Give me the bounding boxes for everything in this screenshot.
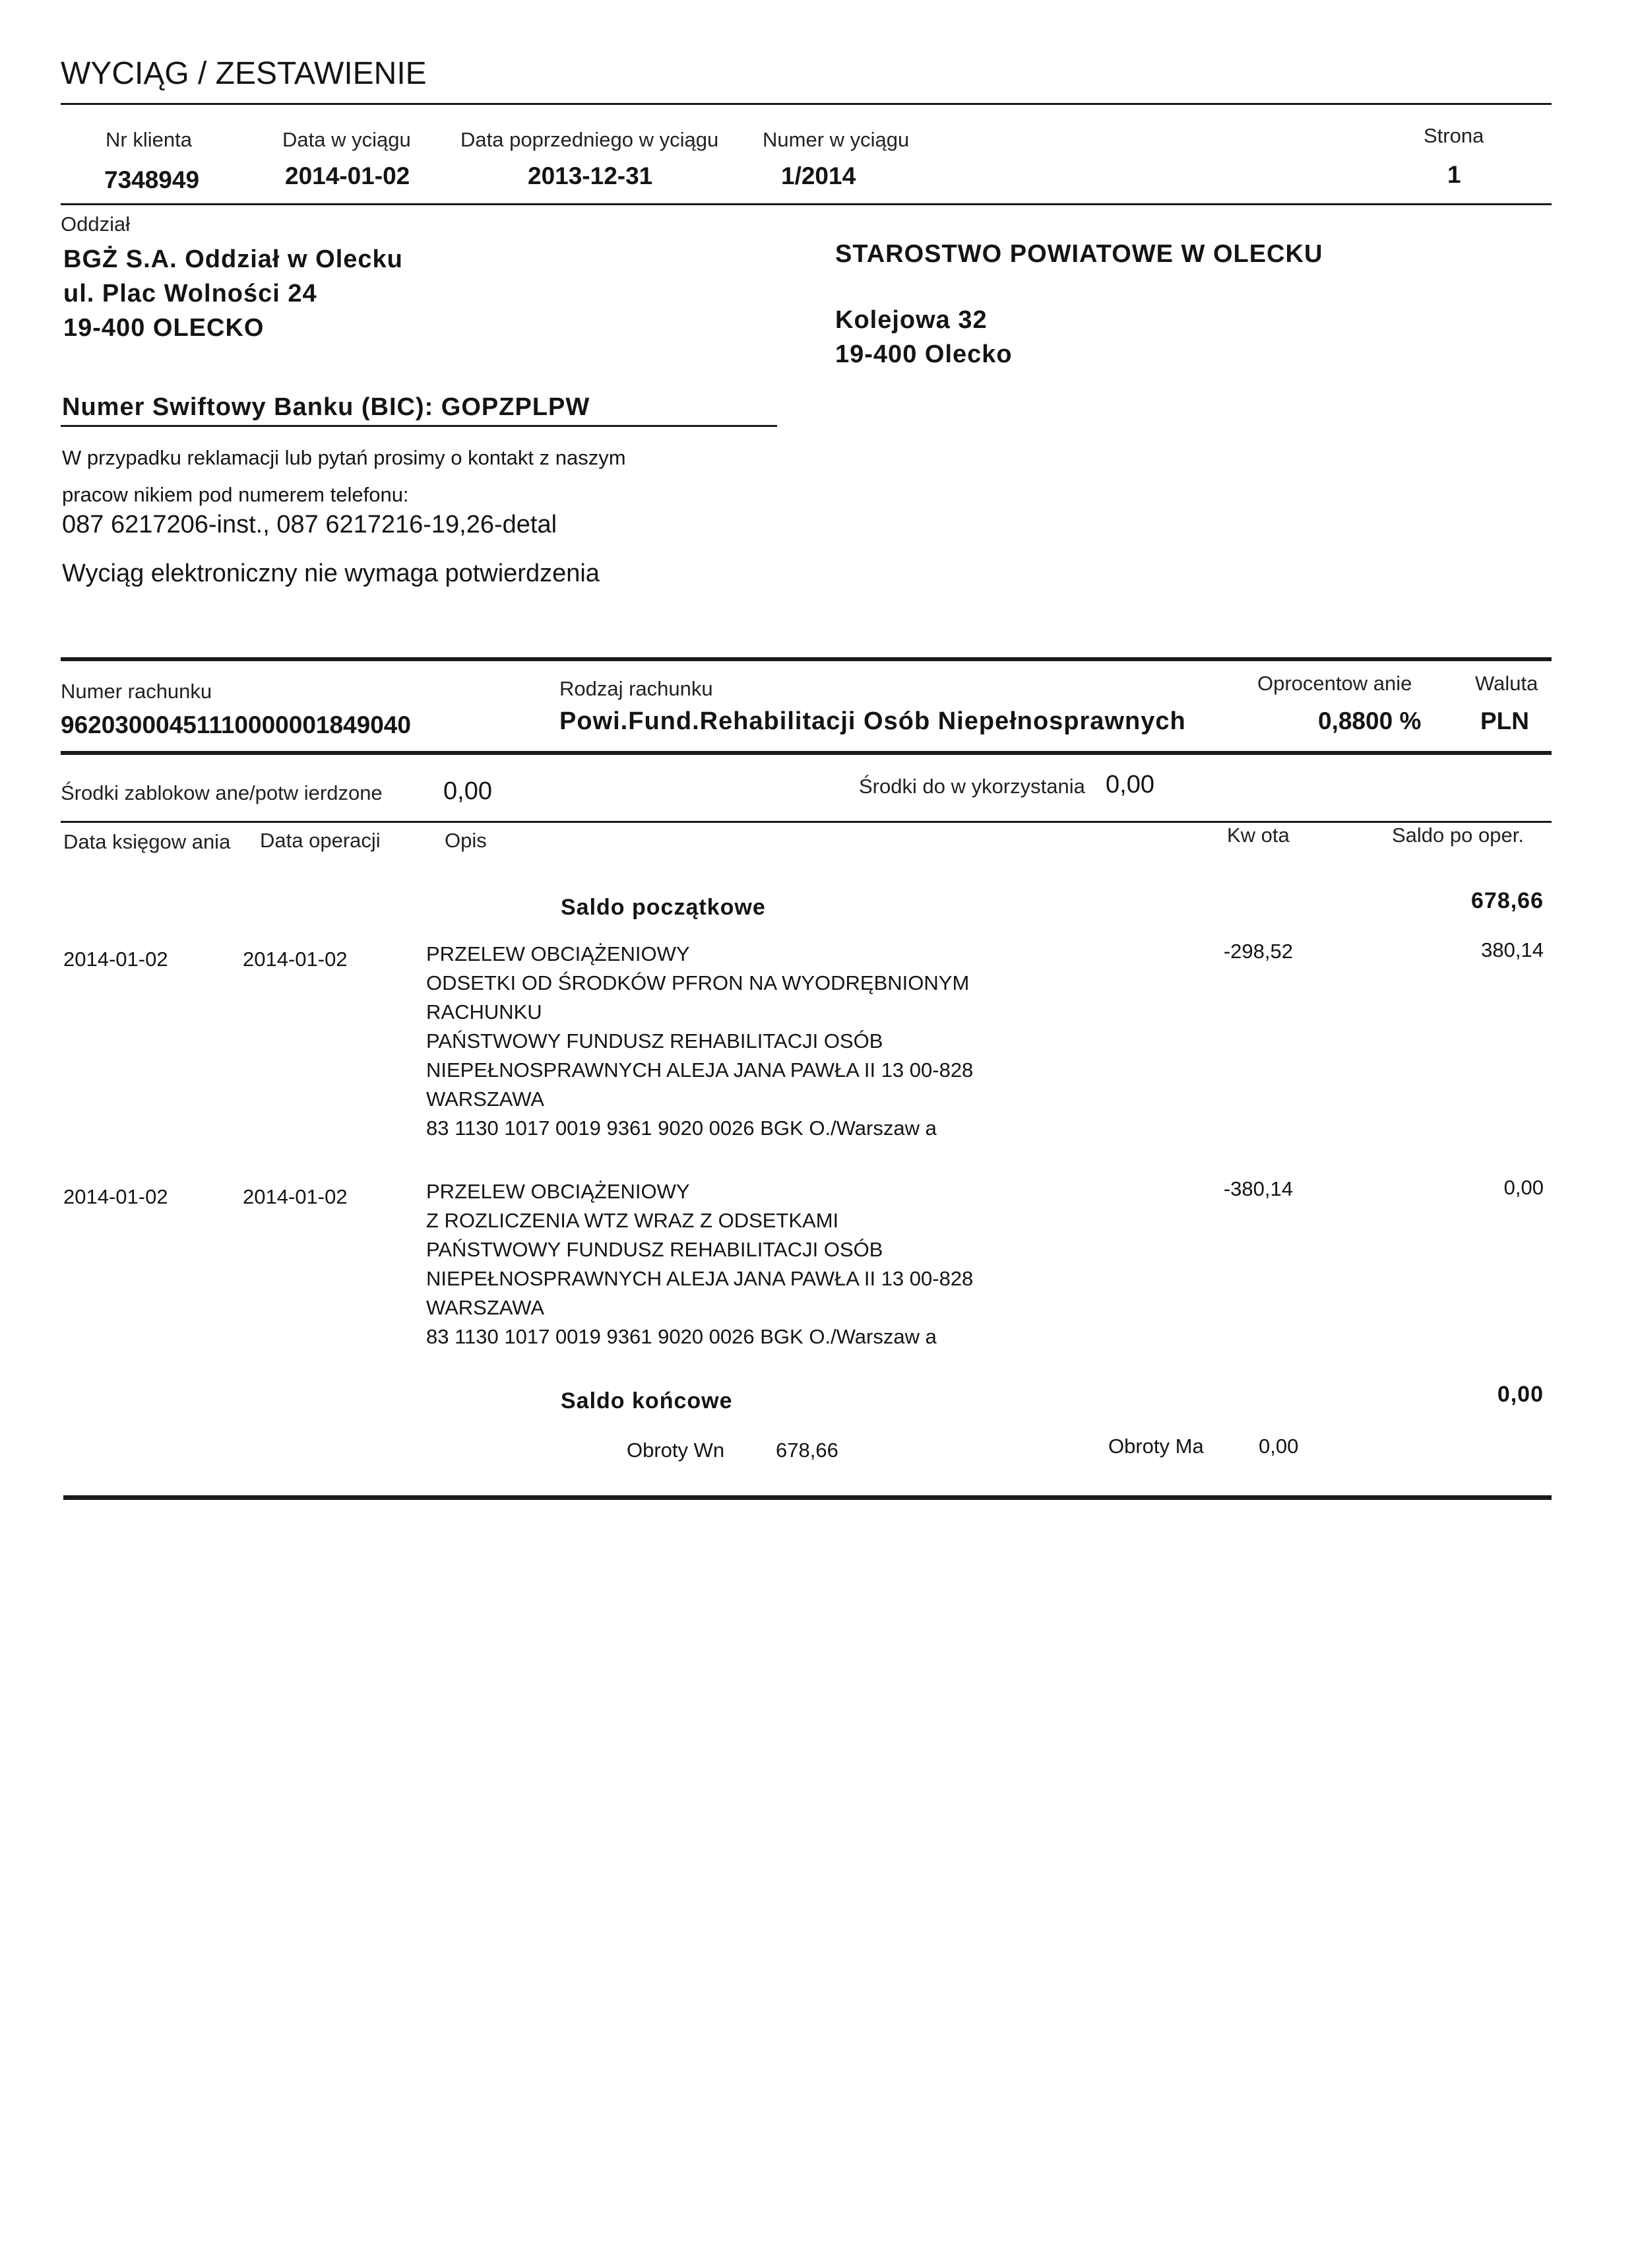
opis-line: PAŃSTWOWY FUNDUSZ REHABILITACJI OSÓB [426, 1029, 883, 1053]
numer-rachunku-label: Numer rachunku [61, 680, 212, 703]
zablokowane-value: 0,00 [443, 777, 492, 805]
obroty-wn-label: Obroty Wn [627, 1439, 725, 1462]
rodzaj-rachunku-value: Powi.Fund.Rehabilitacji Osób Niepełnosprawnych [559, 707, 1186, 735]
numer-wyciagu-value: 1/2014 [781, 162, 856, 189]
opis-line: RACHUNKU [426, 1000, 542, 1023]
opis-line: PRZELEW OBCIĄŻENIOWY [426, 1180, 690, 1203]
col-header-data-operacji: Data operacji [260, 829, 381, 852]
numer-rachunku-value: 96203000451110000001849040 [61, 711, 411, 738]
strona-value: 1 [1447, 161, 1461, 188]
opis-line: NIEPEŁNOSPRAWNYCH ALEJA JANA PAWŁA II 13 00-828 [426, 1267, 974, 1290]
customer-city: 19-400 Olecko [835, 340, 1013, 368]
opis-line: ODSETKI OD ŚRODKÓW PFRON NA WYODRĘBNIONYM [426, 971, 970, 994]
document-title: WYCIĄG / ZESTAWIENIE [61, 56, 427, 91]
col-header-kwota: Kw ota [1227, 824, 1290, 847]
data-poprzedniego-value: 2013-12-31 [528, 162, 653, 189]
contact-phones: 087 6217206-inst., 087 6217216-19,26-detal [62, 511, 557, 538]
contact-text-line1: W przypadku reklamacji lub pytań prosimy o kontakt z naszym [62, 446, 626, 469]
col-header-data-ksiegowania: Data księgow ania [63, 830, 231, 853]
row-opis [426, 940, 973, 1143]
row-data-ksiegowania: 2014-01-02 [63, 1185, 168, 1208]
oprocentowanie-label: Oprocentow anie [1257, 672, 1412, 695]
zablokowane-label: Środki zablokow ane/potw ierdzone [61, 781, 383, 804]
do-wykorzystania-value: 0,00 [1106, 771, 1154, 798]
data-wyciagu-label: Data w yciągu [282, 128, 411, 151]
obroty-ma-label: Obroty Ma [1108, 1435, 1204, 1458]
row-opis [426, 1177, 973, 1351]
customer-street: Kolejowa 32 [835, 306, 988, 334]
divider-thick [61, 657, 1552, 661]
customer-name: STAROSTWO POWIATOWE W OLECKU [835, 240, 1323, 268]
row-data-operacji: 2014-01-02 [243, 948, 348, 971]
row-kwota: -298,52 [1223, 940, 1293, 963]
saldo-poczatkowe-value: 678,66 [1471, 888, 1544, 913]
divider-thick [63, 1495, 1552, 1500]
row-data-ksiegowania: 2014-01-02 [63, 948, 168, 971]
col-header-opis: Opis [445, 829, 487, 852]
saldo-poczatkowe-label: Saldo początkowe [561, 895, 766, 920]
opis-line: WARSZAWA [426, 1087, 545, 1111]
waluta-value: PLN [1480, 707, 1529, 734]
rodzaj-rachunku-label: Rodzaj rachunku [559, 677, 713, 700]
oddzial-label: Oddział [61, 212, 131, 236]
numer-wyciagu-label: Numer w yciągu [763, 128, 910, 151]
branch-street: ul. Plac Wolności 24 [63, 280, 317, 308]
obroty-ma-value: 0,00 [1259, 1435, 1299, 1458]
do-wykorzystania-label: Środki do w ykorzystania [859, 775, 1085, 798]
opis-line: NIEPEŁNOSPRAWNYCH ALEJA JANA PAWŁA II 13 00-828 [426, 1058, 974, 1082]
saldo-koncowe-value: 0,00 [1497, 1382, 1544, 1407]
divider [61, 103, 1552, 105]
branch-name: BGŻ S.A. Oddział w Olecku [63, 245, 403, 273]
opis-line: PAŃSTWOWY FUNDUSZ REHABILITACJI OSÓB [426, 1238, 883, 1261]
obroty-wn-value: 678,66 [776, 1439, 838, 1462]
opis-line: 83 1130 1017 0019 9361 9020 0026 BGK O./Warszaw a [426, 1117, 937, 1140]
row-saldo: 0,00 [1503, 1176, 1544, 1199]
branch-city: 19-400 OLECKO [63, 314, 265, 342]
contact-text-line2: pracow nikiem pod numerem telefonu: [62, 483, 409, 506]
divider-thick [61, 751, 1552, 755]
oprocentowanie-value: 0,8800 % [1318, 707, 1422, 734]
nr-klienta-label: Nr klienta [106, 128, 192, 151]
swift-code: Numer Swiftowy Banku (BIC): GOPZPLPW [62, 393, 590, 421]
electronic-note: Wyciąg elektroniczny nie wymaga potwierdzenia [62, 560, 600, 587]
opis-line: Z ROZLICZENIA WTZ WRAZ Z ODSETKAMI [426, 1209, 839, 1232]
divider [61, 203, 1552, 205]
row-data-operacji: 2014-01-02 [243, 1185, 348, 1208]
col-header-saldo: Saldo po oper. [1392, 824, 1524, 847]
nr-klienta-value: 7348949 [104, 166, 200, 193]
data-poprzedniego-label: Data poprzedniego w yciągu [460, 128, 719, 151]
opis-line: 83 1130 1017 0019 9361 9020 0026 BGK O./Warszaw a [426, 1325, 937, 1348]
row-kwota: -380,14 [1223, 1177, 1293, 1200]
saldo-koncowe-label: Saldo końcowe [561, 1388, 733, 1413]
row-saldo: 380,14 [1481, 938, 1544, 961]
opis-line: WARSZAWA [426, 1296, 545, 1319]
strona-label: Strona [1424, 124, 1484, 147]
data-wyciagu-value: 2014-01-02 [285, 162, 410, 189]
opis-line: PRZELEW OBCIĄŻENIOWY [426, 942, 690, 965]
waluta-label: Waluta [1475, 672, 1538, 695]
divider [61, 821, 1552, 823]
divider [61, 425, 777, 427]
